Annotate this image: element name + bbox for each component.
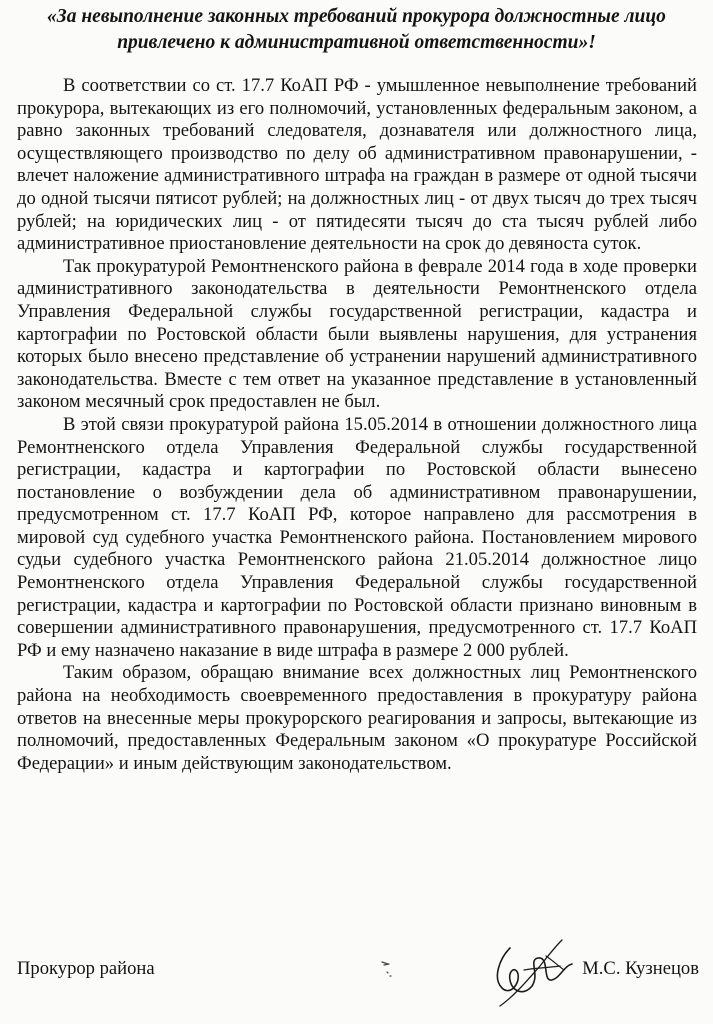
document-title: «За невыполнение законных требований прокурора должностные лицо привлечено к административной ответственности»! — [47, 6, 666, 53]
paragraph-4: Таким образом, обращаю внимание всех должностных лиц Ремонтненского района на необходимость своевременного предоставления в прокуратуру района ответов на внесенные меры прокурорского реагирования и запросы, вытекающие из полномочий, предоставленных Федеральным законом «О прокуратуре Российской Федерации» и иным действующим законодательством. — [17, 662, 697, 774]
paragraph-2: Так прокуратурой Ремонтненского района в феврале 2014 года в ходе проверки административного законодательства в деятельности Ремонтненского отдела Управления Федеральной службы государственной регистрации, кадастра и картографии по Ростовской области были выявлены нарушения, для устранения которых было внесено представление об устранении нарушений административного законодательства. Вместе с тем ответ на указанное представление в установленный законом месячный срок предоставлен не был. — [17, 255, 697, 413]
signatory-name: М.С. Кузнецов — [582, 958, 699, 979]
paragraph-3: В этой связи прокуратурой района 15.05.2014 в отношении должностного лица Ремонтненского отдела Управления Федеральной службы государственной регистрации, кадастра и картографии по Ростовской области вынесено постановление о возбуждении дела об административном правонарушении, предусмотренном ст. 17.7 КоАП РФ, которое направлено для рассмотрения в мировой суд судебного участка Ремонтненского района. Постановлением мирового судьи судебного участка Ремонтненского района 21.05.2014 должностное лицо Ремонтненского отдела Управления Федеральной службы государственной регистрации, кадастра и картографии по Ростовской области признано виновным в совершении административного правонарушения, предусмотренного ст. 17.7 КоАП РФ и ему назначено наказание в виде штрафа в размере 2 000 рублей. — [17, 413, 697, 661]
signature-block — [17, 957, 699, 987]
paragraph-1: В соответствии со ст. 17.7 КоАП РФ - умышленное невыполнение требований прокурора, вытекающих из его полномочий, установленных федеральным законом, а равно законных требований следователя, дознавателя или должностного лица, осуществляющего производство по делу об административном правонарушении, - влечет наложение административного штрафа на граждан в размере от одной тысячи до одной тысячи пятисот рублей; на должностных лиц - от двух тысяч до трех тысяч рублей; на юридических лиц - от пятидесяти тысяч до ста тысяч рублей либо административное приостановление деятельности на срок до девяноста суток. — [17, 75, 697, 255]
signatory-role: Прокурор района — [17, 958, 155, 979]
document-body — [17, 75, 697, 775]
